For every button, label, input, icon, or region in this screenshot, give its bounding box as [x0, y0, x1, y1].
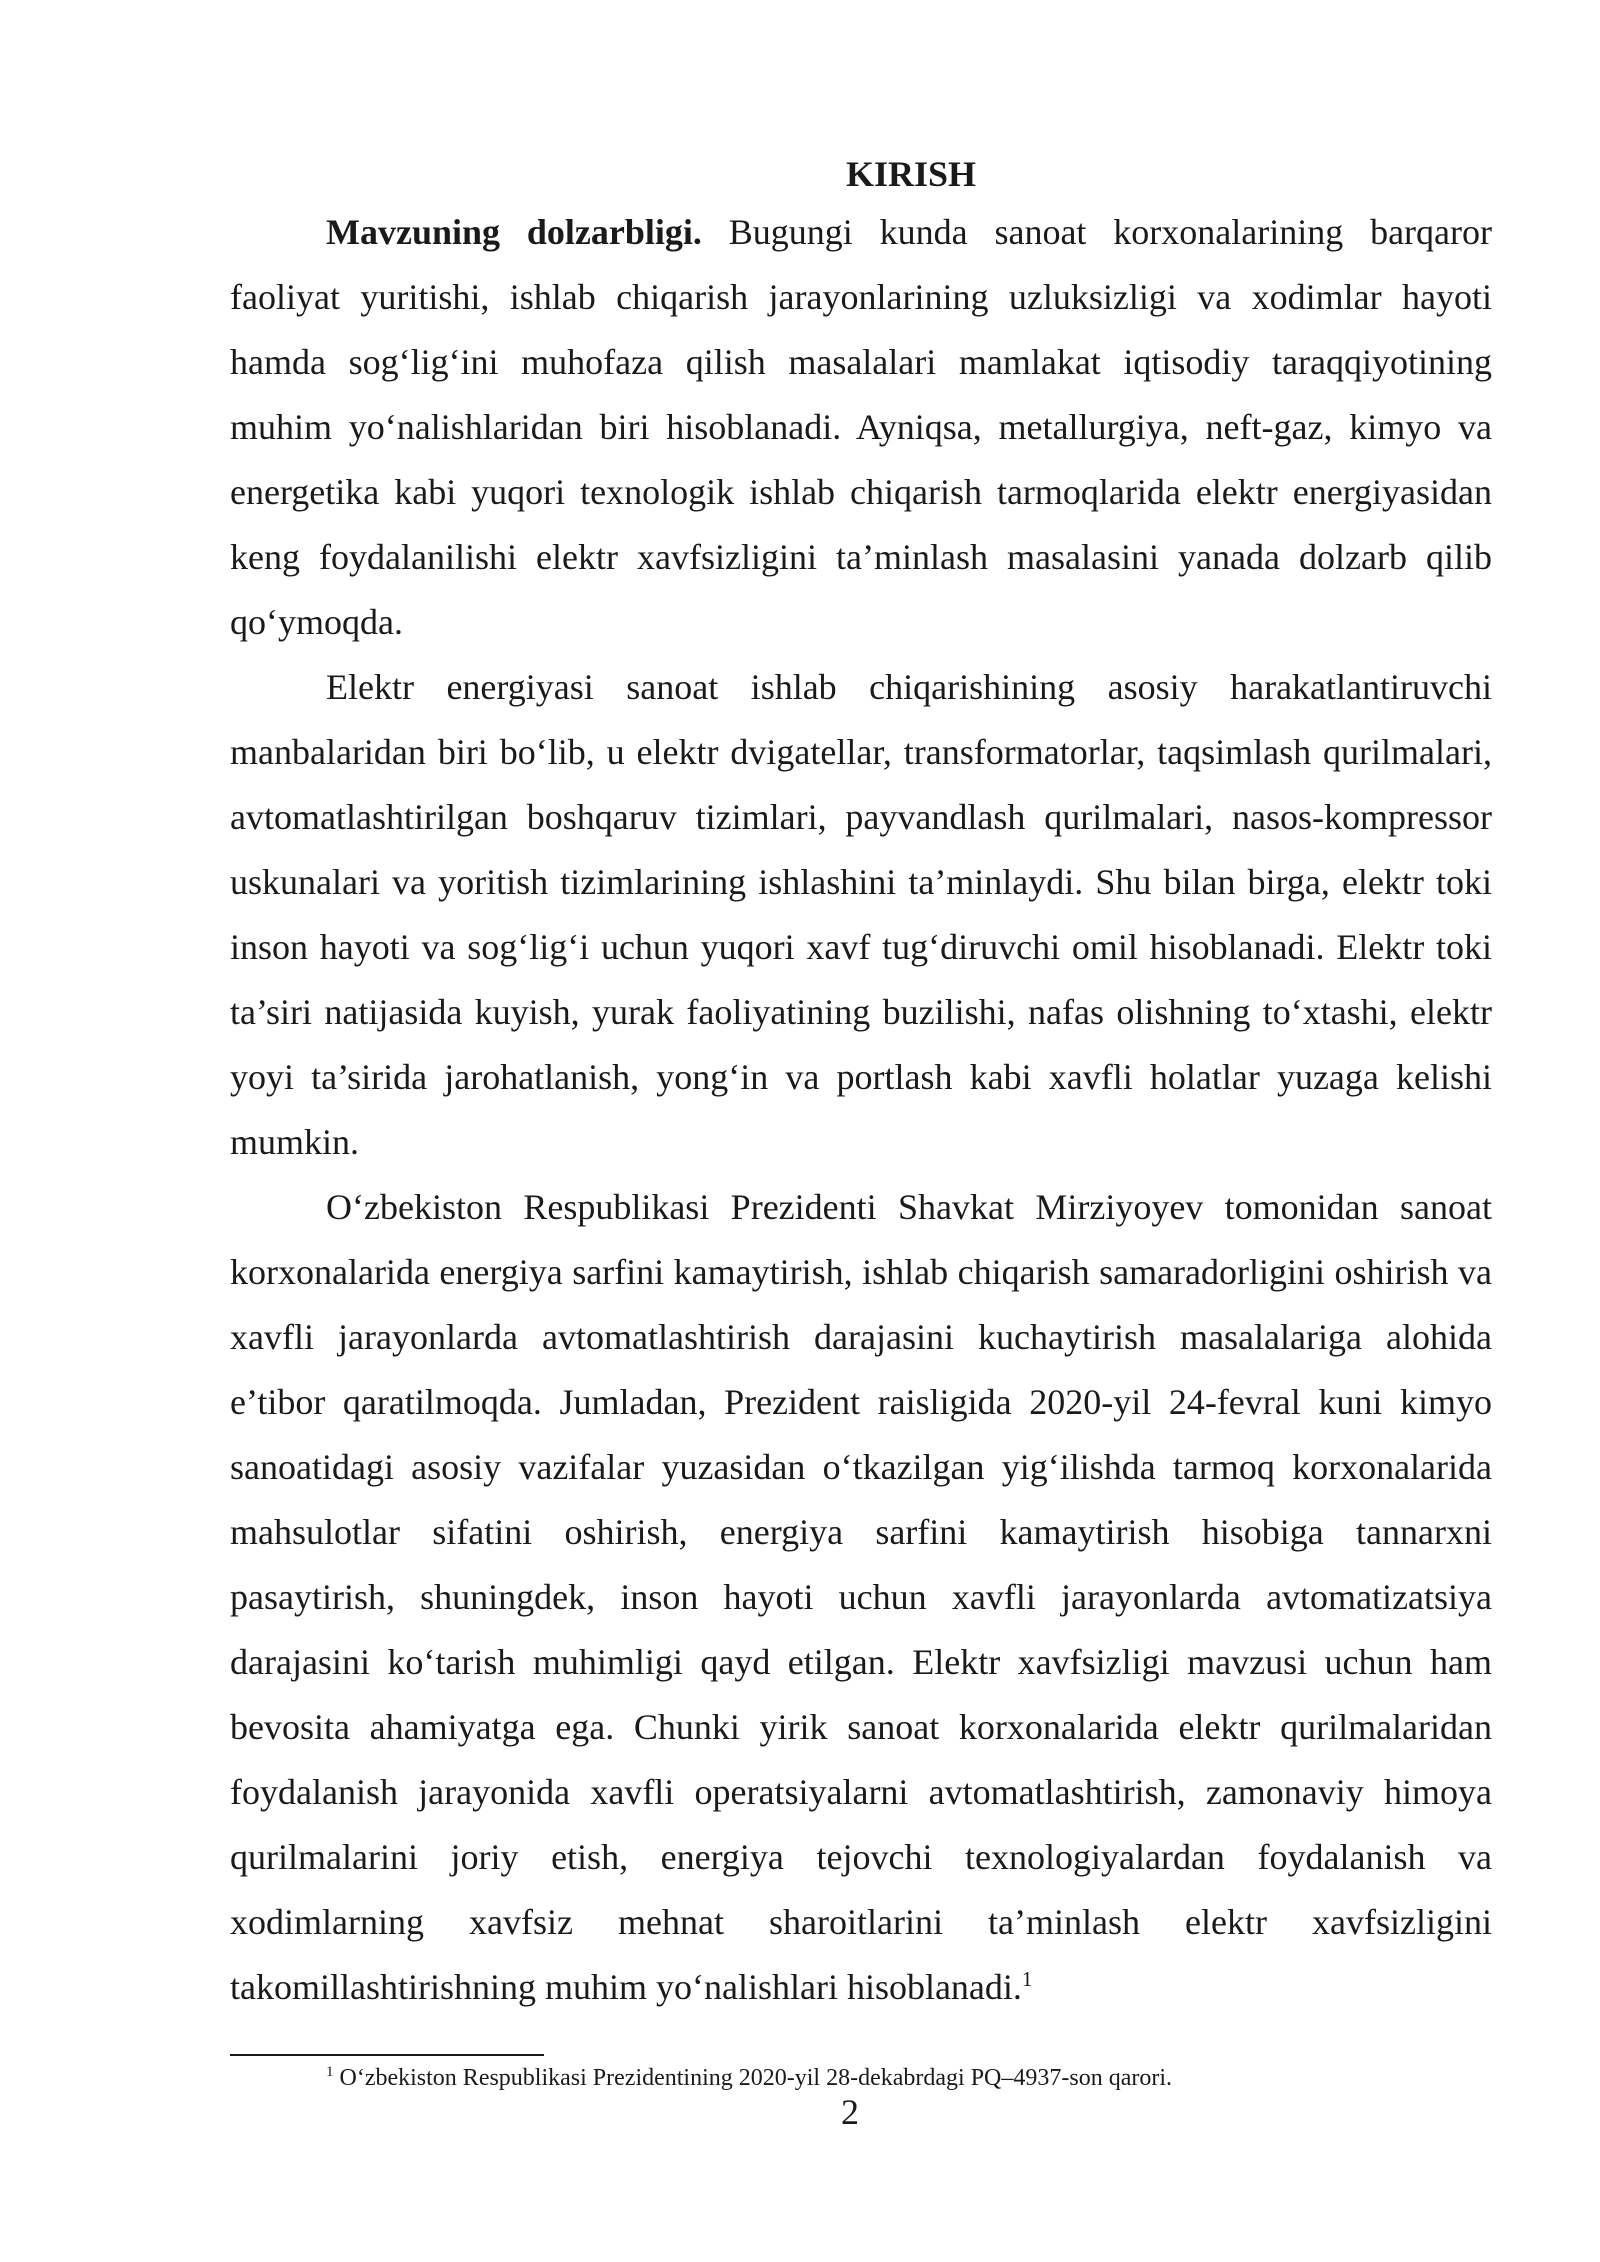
- page-number: 2: [841, 2092, 859, 2132]
- paragraph-president: [230, 1175, 1492, 2020]
- paragraph-text: Bugungi kunda sanoat korxonalarining barqaror faoliyat yuritishi, ishlab chiqarish jarayonlarining uzluksizligi va xodimlar hayoti hamda sog‘lig‘ini muhofaza qilish masalalari mamlakat iqtisodiy taraqqiyotining muhim yo‘nalishlaridan biri hisoblanadi. Ayniqsa, metallurgiya, neft-gaz, kimyo va energetika kabi yuqori texnologik ishlab chiqarish tarmoqlarida elektr energiyasidan keng foydalanilishi elektr xavfsizligini ta’minlash masalasini yanada dolzarb qilib qo‘ymoqda.: [230, 212, 1492, 642]
- section-heading: KIRISH: [845, 154, 977, 194]
- footnote-reference[interactable]: 1: [1021, 1967, 1033, 1991]
- paragraph-electric-energy: Elektr energiyasi sanoat ishlab chiqarishining asosiy harakatlantiruvchi manbalaridan biri bo‘lib, u elektr dvigatellar, transformatorlar, taqsimlash qurilmalari, avtomatlashtirilgan boshqaruv tizimlari, payvandlash qurilmalari, nasos-kompressor uskunalari va yoritish tizimlarining ishlashini ta’minlaydi. Shu bilan birga, elektr toki inson hayoti va sog‘lig‘i uchun yuqori xavf tug‘diruvchi omil hisoblanadi. Elektr toki ta’siri natijasida kuyish, yurak faoliyatining buzilishi, nafas olishning to‘xtashi, elektr yoyi ta’sirida jarohatlanish, yong‘in va portlash kabi xavfli holatlar yuzaga kelishi mumkin.: [230, 667, 1492, 1162]
- page-body: [230, 150, 1492, 2020]
- paragraph-relevance: [230, 200, 1492, 655]
- paragraph-text: O‘zbekiston Respublikasi Prezidenti Shavkat Mirziyoyev tomonidan sanoat korxonalarida energiya sarfini kamaytirish, ishlab chiqarish samaradorligini oshirish va xavfli jarayonlarda avtomatlashtirish darajasini kuchaytirish masalalariga alohida e’tibor qaratilmoqda. Jumladan, Prezident raisligida 2020-yil 24-fevral kuni kimyo sanoatidagi asosiy vazifalar yuzasidan o‘tkazilgan yig‘ilishda tarmoq korxonalarida mahsulotlar sifatini oshirish, energiya sarfini kamaytirish hisobiga tannarxni pasaytirish, shuningdek, inson hayoti uchun xavfli jarayonlarda avtomatizatsiya darajasini ko‘tarish muhimligi qayd etilgan. Elektr xavfsizligi mavzusi uchun ham bevosita ahamiyatga ega. Chunki yirik sanoat korxonalarida elektr qurilmalaridan foydalanish jarayonida xavfli operatsiyalarni avtomatlashtirish, zamonaviy himoya qurilmalarini joriy etish, energiya tejovchi texnologiyalardan foydalanish va xodimlarning xavfsiz mehnat sharoitlarini ta’minlash elektr xavfsizligini takomillashtirishning muhim yo‘nalishlari hisoblanadi.: [230, 1187, 1492, 2007]
- footnote-separator: [230, 2054, 544, 2056]
- footnote-text: O‘zbekiston Respublikasi Prezidentining 2020-yil 28-dekabrdagi PQ–4937-son qarori.: [339, 2065, 1173, 2091]
- footnote-marker: 1: [326, 2064, 334, 2080]
- paragraph-lead: Mavzuning dolzarbligi.: [326, 212, 702, 252]
